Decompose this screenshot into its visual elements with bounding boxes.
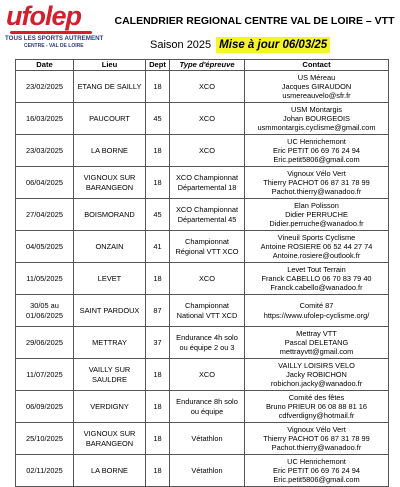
cell-dept: 18	[146, 455, 170, 487]
cell-contact	[245, 391, 389, 423]
table-row	[16, 359, 389, 391]
cell-lieu-line: SAINT PARDOUX	[79, 305, 140, 315]
cell-contact-line: Comité des fêtes	[288, 392, 345, 402]
cell-contact-line: UC Henrichemont	[287, 456, 346, 466]
cell-lieu-line: VIGNOUX SUR	[83, 429, 136, 439]
cell-date-line: 01/06/2025	[26, 310, 63, 320]
cell-contact-line: Comité 87	[299, 301, 334, 311]
header-type: Type d'épreuve	[170, 60, 245, 71]
season-row	[150, 37, 330, 53]
table-row	[16, 103, 389, 135]
cell-contact-line: Didier.perruche@wanadoo.fr	[269, 219, 364, 229]
cell-contact-line: Franck.cabello@wanadoo.fr	[270, 283, 363, 293]
cell-contact-line: Eric.petit5806@gmail.com	[273, 155, 360, 165]
cell-contact-line: Thierry PACHOT 06 87 31 78 99	[263, 433, 370, 443]
cell-dept: 18	[146, 167, 170, 199]
header-date: Date	[16, 60, 74, 71]
cell-contact-line: UC Henrichemont	[287, 136, 346, 146]
cell-type-line: XCO	[198, 113, 215, 123]
cell-type-line: Départemental 45	[177, 214, 237, 224]
cell-lieu	[74, 231, 146, 263]
cell-contact-line: Jacky ROBICHON	[286, 369, 347, 379]
cell-type	[170, 71, 245, 103]
cell-dept: 18	[146, 423, 170, 455]
cell-lieu	[74, 103, 146, 135]
cell-contact-line: Pachot.thierry@wanadoo.fr	[271, 187, 362, 197]
table-row	[16, 135, 389, 167]
cell-contact-line: Eric PETIT 06 69 76 24 94	[273, 465, 360, 475]
cell-contact-line: Mettray VTT	[296, 328, 337, 338]
cell-date-line: 11/07/2025	[26, 369, 63, 379]
cell-type-line: Vétathlon	[191, 465, 223, 475]
cell-contact-line: Thierry PACHOT 06 87 31 78 99	[263, 177, 370, 187]
cell-type	[170, 391, 245, 423]
cell-contact	[245, 103, 389, 135]
cell-contact-line: VAILLY LOISIRS VELO	[278, 360, 355, 370]
cell-lieu-line: SAULDRE	[92, 374, 127, 384]
cell-date	[16, 103, 74, 135]
cell-date	[16, 295, 74, 327]
cell-lieu-line: BARANGEON	[85, 438, 134, 448]
cell-contact-line: Pachot.thierry@wanadoo.fr	[271, 443, 362, 453]
cell-contact-line: Franck CABELLO 06 70 83 79 40	[261, 273, 372, 283]
cell-type-line: XCO Championnat	[175, 205, 239, 215]
cell-date-line: 16/03/2025	[26, 113, 63, 123]
cell-contact-line: cdfverdigny@hotmail.fr	[278, 411, 355, 421]
cell-type	[170, 135, 245, 167]
cell-type-line: XCO	[198, 145, 215, 155]
cell-contact-line: https://www.ufolep-cyclisme.org/	[263, 310, 370, 320]
cell-type-line: Régional VTT XCO	[175, 246, 239, 256]
cell-contact	[245, 359, 389, 391]
cell-contact-line: Vineuil Sports Cyclisme	[277, 232, 356, 242]
cell-contact-line: Pascal DELETANG	[284, 337, 349, 347]
cell-contact-line: mettrayvtt@gmail.com	[279, 347, 354, 357]
cell-lieu-line: VERDIGNY	[90, 401, 129, 411]
cell-lieu-line: PAUCOURT	[89, 113, 130, 123]
cell-date	[16, 423, 74, 455]
cell-dept: 18	[146, 71, 170, 103]
cell-date	[16, 359, 74, 391]
cell-contact-line: Vignoux Vélo Vert	[287, 168, 346, 178]
cell-type	[170, 103, 245, 135]
cell-contact	[245, 199, 389, 231]
cell-type-line: Endurance 8h solo	[176, 397, 238, 407]
cell-type	[170, 455, 245, 487]
calendar-table	[15, 59, 389, 487]
cell-dept: 37	[146, 327, 170, 359]
season-label: Saison 2025	[150, 39, 212, 51]
cell-type-line: ou équipe	[190, 406, 224, 416]
cell-date-line: 23/02/2025	[26, 81, 63, 91]
cell-lieu-line: BOISMORAND	[84, 209, 135, 219]
cell-contact-line: USM Montargis	[291, 104, 342, 114]
cell-contact-line: Jacques GIRAUDON	[281, 81, 352, 91]
cell-contact	[245, 167, 389, 199]
cell-type	[170, 327, 245, 359]
cell-contact-line: US Méreau	[297, 72, 336, 82]
cell-type-line: Départemental 18	[177, 182, 237, 192]
table-row	[16, 327, 389, 359]
cell-date	[16, 71, 74, 103]
cell-type-line: Championnat	[185, 301, 229, 311]
cell-lieu-line: ETANG DE SAILLY	[77, 81, 142, 91]
logo-region: CENTRE - VAL DE LOIRE	[24, 43, 84, 49]
cell-type	[170, 231, 245, 263]
cell-date	[16, 455, 74, 487]
logo-wordmark: ufolep	[6, 1, 81, 31]
cell-type-line: ou équipe 2 ou 3	[179, 342, 235, 352]
cell-contact-line: usmereauvelo@sfr.fr	[282, 91, 351, 101]
cell-contact-line: Elan Polisson	[294, 200, 339, 210]
cell-date	[16, 167, 74, 199]
cell-contact	[245, 231, 389, 263]
cell-date-line: 27/04/2025	[26, 209, 63, 219]
cell-date-line: 25/10/2025	[26, 433, 63, 443]
table-row	[16, 295, 389, 327]
cell-contact-line: Levet Tout Terrain	[287, 264, 346, 274]
cell-contact-line: Antoine ROSIERE 06 52 44 27 74	[260, 241, 373, 251]
cell-lieu-line: LA BORNE	[91, 465, 128, 475]
cell-contact-line: Bruno PRIEUR 06 08 88 81 16	[265, 401, 368, 411]
cell-lieu-line: LEVET	[97, 273, 122, 283]
header-lieu: Lieu	[74, 60, 146, 71]
cell-date-line: 06/09/2025	[26, 401, 63, 411]
cell-date	[16, 391, 74, 423]
table-row	[16, 199, 389, 231]
cell-lieu	[74, 135, 146, 167]
cell-type-line: Championnat	[185, 237, 229, 247]
cell-lieu	[74, 295, 146, 327]
page-title: CALENDRIER REGIONAL CENTRE VAL DE LOIRE – VTT	[114, 15, 395, 27]
cell-type-line: National VTT XCD	[176, 310, 238, 320]
cell-lieu-line: VIGNOUX SUR	[83, 173, 136, 183]
table-row	[16, 167, 389, 199]
cell-contact	[245, 263, 389, 295]
cell-dept: 87	[146, 295, 170, 327]
cell-contact	[245, 423, 389, 455]
cell-contact	[245, 71, 389, 103]
table-row	[16, 263, 389, 295]
cell-contact-line: Antoine.rosiere@outlook.fr	[272, 251, 361, 261]
cell-dept: 18	[146, 359, 170, 391]
cell-contact-line: Vignoux Vélo Vert	[287, 424, 346, 434]
cell-date-line: 06/04/2025	[26, 177, 63, 187]
table-row	[16, 455, 389, 487]
cell-lieu-line: LA BORNE	[91, 145, 128, 155]
cell-type-line: Endurance 4h solo	[176, 333, 238, 343]
cell-date-line: 11/05/2025	[26, 273, 63, 283]
cell-type	[170, 167, 245, 199]
cell-lieu	[74, 167, 146, 199]
cell-lieu	[74, 199, 146, 231]
cell-lieu-line: ONZAIN	[95, 241, 124, 251]
cell-contact	[245, 135, 389, 167]
table-row	[16, 231, 389, 263]
cell-type-line: XCO	[198, 369, 215, 379]
cell-date	[16, 231, 74, 263]
logo-swoosh	[10, 31, 92, 34]
cell-dept: 18	[146, 263, 170, 295]
update-badge: Mise à jour 06/03/25	[216, 37, 330, 53]
cell-type-line: Vétathlon	[191, 433, 223, 443]
cell-contact-line: usmmontargis.cyclisme@gmail.com	[257, 123, 376, 133]
cell-lieu	[74, 455, 146, 487]
cell-date	[16, 263, 74, 295]
cell-contact-line: Eric PETIT 06 69 76 24 94	[273, 145, 360, 155]
cell-type	[170, 263, 245, 295]
cell-type-line: XCO	[198, 273, 215, 283]
cell-type-line: XCO	[198, 81, 215, 91]
cell-date	[16, 327, 74, 359]
cell-type	[170, 295, 245, 327]
cell-dept: 45	[146, 103, 170, 135]
cell-contact-line: Didier PERRUCHE	[285, 209, 348, 219]
cell-lieu-line: BARANGEON	[85, 182, 134, 192]
table-row	[16, 391, 389, 423]
cell-contact-line: robichon.jacky@wanadoo.fr	[270, 379, 363, 389]
cell-contact-line: Eric.petit5806@gmail.com	[273, 475, 360, 485]
ufolep-logo	[4, 2, 102, 52]
cell-date-line: 29/06/2025	[26, 337, 63, 347]
cell-contact	[245, 455, 389, 487]
cell-dept: 18	[146, 135, 170, 167]
cell-contact	[245, 295, 389, 327]
cell-lieu	[74, 327, 146, 359]
cell-dept: 18	[146, 391, 170, 423]
header-dept: Dept	[146, 60, 170, 71]
cell-contact-line: Johan BOURGEOIS	[283, 113, 350, 123]
table-row	[16, 423, 389, 455]
cell-date-line: 23/03/2025	[26, 145, 63, 155]
cell-lieu	[74, 391, 146, 423]
logo-tagline: TOUS LES SPORTS AUTREMENT	[5, 35, 104, 42]
cell-type	[170, 359, 245, 391]
cell-date	[16, 135, 74, 167]
cell-type	[170, 423, 245, 455]
cell-contact	[245, 327, 389, 359]
cell-date	[16, 199, 74, 231]
table-header-row	[16, 60, 389, 71]
cell-lieu	[74, 423, 146, 455]
table-row	[16, 71, 389, 103]
cell-lieu	[74, 263, 146, 295]
cell-date-line: 02/11/2025	[26, 465, 63, 475]
cell-date-line: 04/05/2025	[26, 241, 63, 251]
cell-dept: 41	[146, 231, 170, 263]
cell-lieu	[74, 71, 146, 103]
cell-dept: 45	[146, 199, 170, 231]
cell-date-line: 30/05 au	[30, 301, 59, 311]
header-contact: Contact	[245, 60, 389, 71]
cell-type-line: XCO Championnat	[175, 173, 239, 183]
cell-lieu-line: METTRAY	[92, 337, 127, 347]
cell-lieu	[74, 359, 146, 391]
cell-lieu-line: VAILLY SUR	[88, 365, 131, 375]
cell-type	[170, 199, 245, 231]
